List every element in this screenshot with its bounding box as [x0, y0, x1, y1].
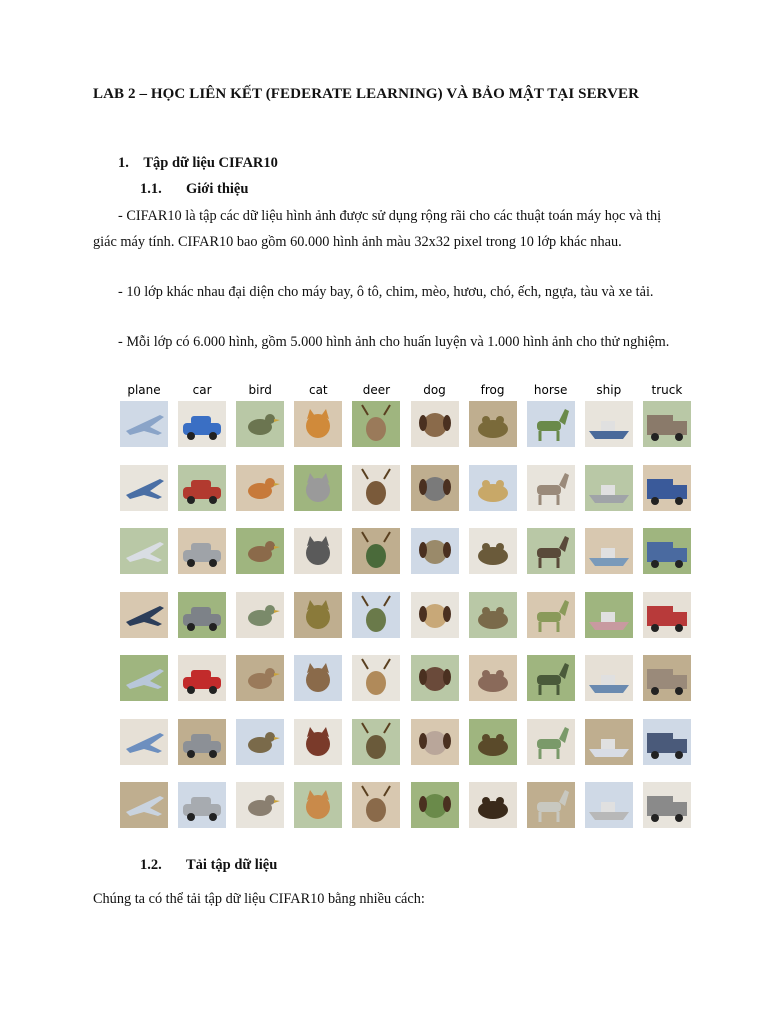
dog-image — [411, 655, 459, 701]
class-label-plane: plane — [127, 383, 161, 397]
dog-image — [411, 401, 459, 447]
ship-image — [585, 655, 633, 701]
ship-image — [585, 528, 633, 574]
section-1-title: Tập dữ liệu CIFAR10 — [143, 155, 278, 171]
deer-image — [352, 465, 400, 511]
car-image — [178, 465, 226, 511]
class-label-frog: frog — [480, 383, 505, 397]
cat-image — [294, 465, 342, 511]
horse-image — [527, 592, 575, 638]
plane-image — [120, 592, 168, 638]
ship-image — [585, 782, 633, 828]
bird-image — [236, 465, 284, 511]
plane-image — [120, 655, 168, 701]
cifar10-class-labels — [120, 383, 700, 401]
cat-image — [294, 528, 342, 574]
horse-image — [527, 655, 575, 701]
class-label-horse: horse — [533, 383, 568, 397]
bullet-paragraph-3: - Mỗi lớp có 6.000 hình, gồm 5.000 hình ảnh cho huấn luyện và 1.000 hình ảnh cho thử nghiệm. — [118, 334, 670, 350]
subsection-1-2-number: 1.2. — [140, 857, 162, 873]
truck-image — [643, 592, 691, 638]
frog-image — [469, 592, 517, 638]
class-label-cat: cat — [308, 383, 328, 397]
class-label-car: car — [192, 383, 212, 397]
car-image — [178, 719, 226, 765]
bird-image — [236, 592, 284, 638]
ship-image — [585, 401, 633, 447]
bullet-paragraph-2: - 10 lớp khác nhau đại diện cho máy bay, ô tô, chim, mèo, hươu, chó, ếch, ngựa, tàu và xe tải. — [118, 284, 654, 300]
class-label-deer: deer — [362, 383, 391, 397]
cat-image — [294, 592, 342, 638]
truck-image — [643, 401, 691, 447]
bird-image — [236, 401, 284, 447]
horse-image — [527, 719, 575, 765]
frog-image — [469, 401, 517, 447]
dog-image — [411, 465, 459, 511]
bird-image — [236, 782, 284, 828]
deer-image — [352, 592, 400, 638]
subsection-1-1-heading — [140, 181, 249, 198]
subsection-1-2-title: Tải tập dữ liệu — [186, 857, 278, 873]
cat-image — [294, 655, 342, 701]
cifar10-sample-grid — [120, 401, 700, 831]
subsection-1-1-number: 1.1. — [140, 181, 162, 197]
frog-image — [469, 528, 517, 574]
dog-image — [411, 528, 459, 574]
ship-image — [585, 719, 633, 765]
section-1-heading — [118, 155, 278, 172]
horse-image — [527, 528, 575, 574]
deer-image — [352, 401, 400, 447]
deer-image — [352, 719, 400, 765]
subsection-1-2-heading — [140, 857, 278, 874]
horse-image — [527, 465, 575, 511]
ship-image — [585, 465, 633, 511]
class-label-dog: dog — [423, 383, 446, 397]
section-1-number: 1. — [118, 155, 129, 171]
ship-image — [585, 592, 633, 638]
plane-image — [120, 782, 168, 828]
bullet-paragraph-1: - CIFAR10 là tập các dữ liệu hình ảnh được sử dụng rộng rãi cho các thuật toán máy học và thị giác máy tính. CIFAR10 bao gồm 60.000 hình ảnh màu 32x32 pixel trong 10 lớp khác nhau. — [93, 208, 662, 250]
frog-image — [469, 655, 517, 701]
bird-image — [236, 528, 284, 574]
class-label-ship: ship — [596, 383, 622, 397]
class-label-bird: bird — [248, 383, 272, 397]
car-image — [178, 592, 226, 638]
cat-image — [294, 401, 342, 447]
truck-image — [643, 655, 691, 701]
cat-image — [294, 782, 342, 828]
horse-image — [527, 401, 575, 447]
truck-image — [643, 528, 691, 574]
plane-image — [120, 401, 168, 447]
car-image — [178, 401, 226, 447]
cat-image — [294, 719, 342, 765]
car-image — [178, 655, 226, 701]
frog-image — [469, 782, 517, 828]
subsection-1-1-title: Giới thiệu — [186, 181, 249, 197]
class-label-truck: truck — [651, 383, 683, 397]
deer-image — [352, 528, 400, 574]
truck-image — [643, 719, 691, 765]
deer-image — [352, 782, 400, 828]
plane-image — [120, 719, 168, 765]
frog-image — [469, 719, 517, 765]
bird-image — [236, 655, 284, 701]
bird-image — [236, 719, 284, 765]
car-image — [178, 782, 226, 828]
dog-image — [411, 592, 459, 638]
dog-image — [411, 719, 459, 765]
deer-image — [352, 655, 400, 701]
horse-image — [527, 782, 575, 828]
truck-image — [643, 465, 691, 511]
dog-image — [411, 782, 459, 828]
frog-image — [469, 465, 517, 511]
car-image — [178, 528, 226, 574]
truck-image — [643, 782, 691, 828]
plane-image — [120, 465, 168, 511]
closing-paragraph: Chúng ta có thể tải tập dữ liệu CIFAR10 bằng nhiều cách: — [93, 891, 425, 907]
plane-image — [120, 528, 168, 574]
document-title: LAB 2 – HỌC LIÊN KẾT (FEDERATE LEARNING) VÀ BẢO MẬT TẠI SERVER — [93, 86, 640, 102]
